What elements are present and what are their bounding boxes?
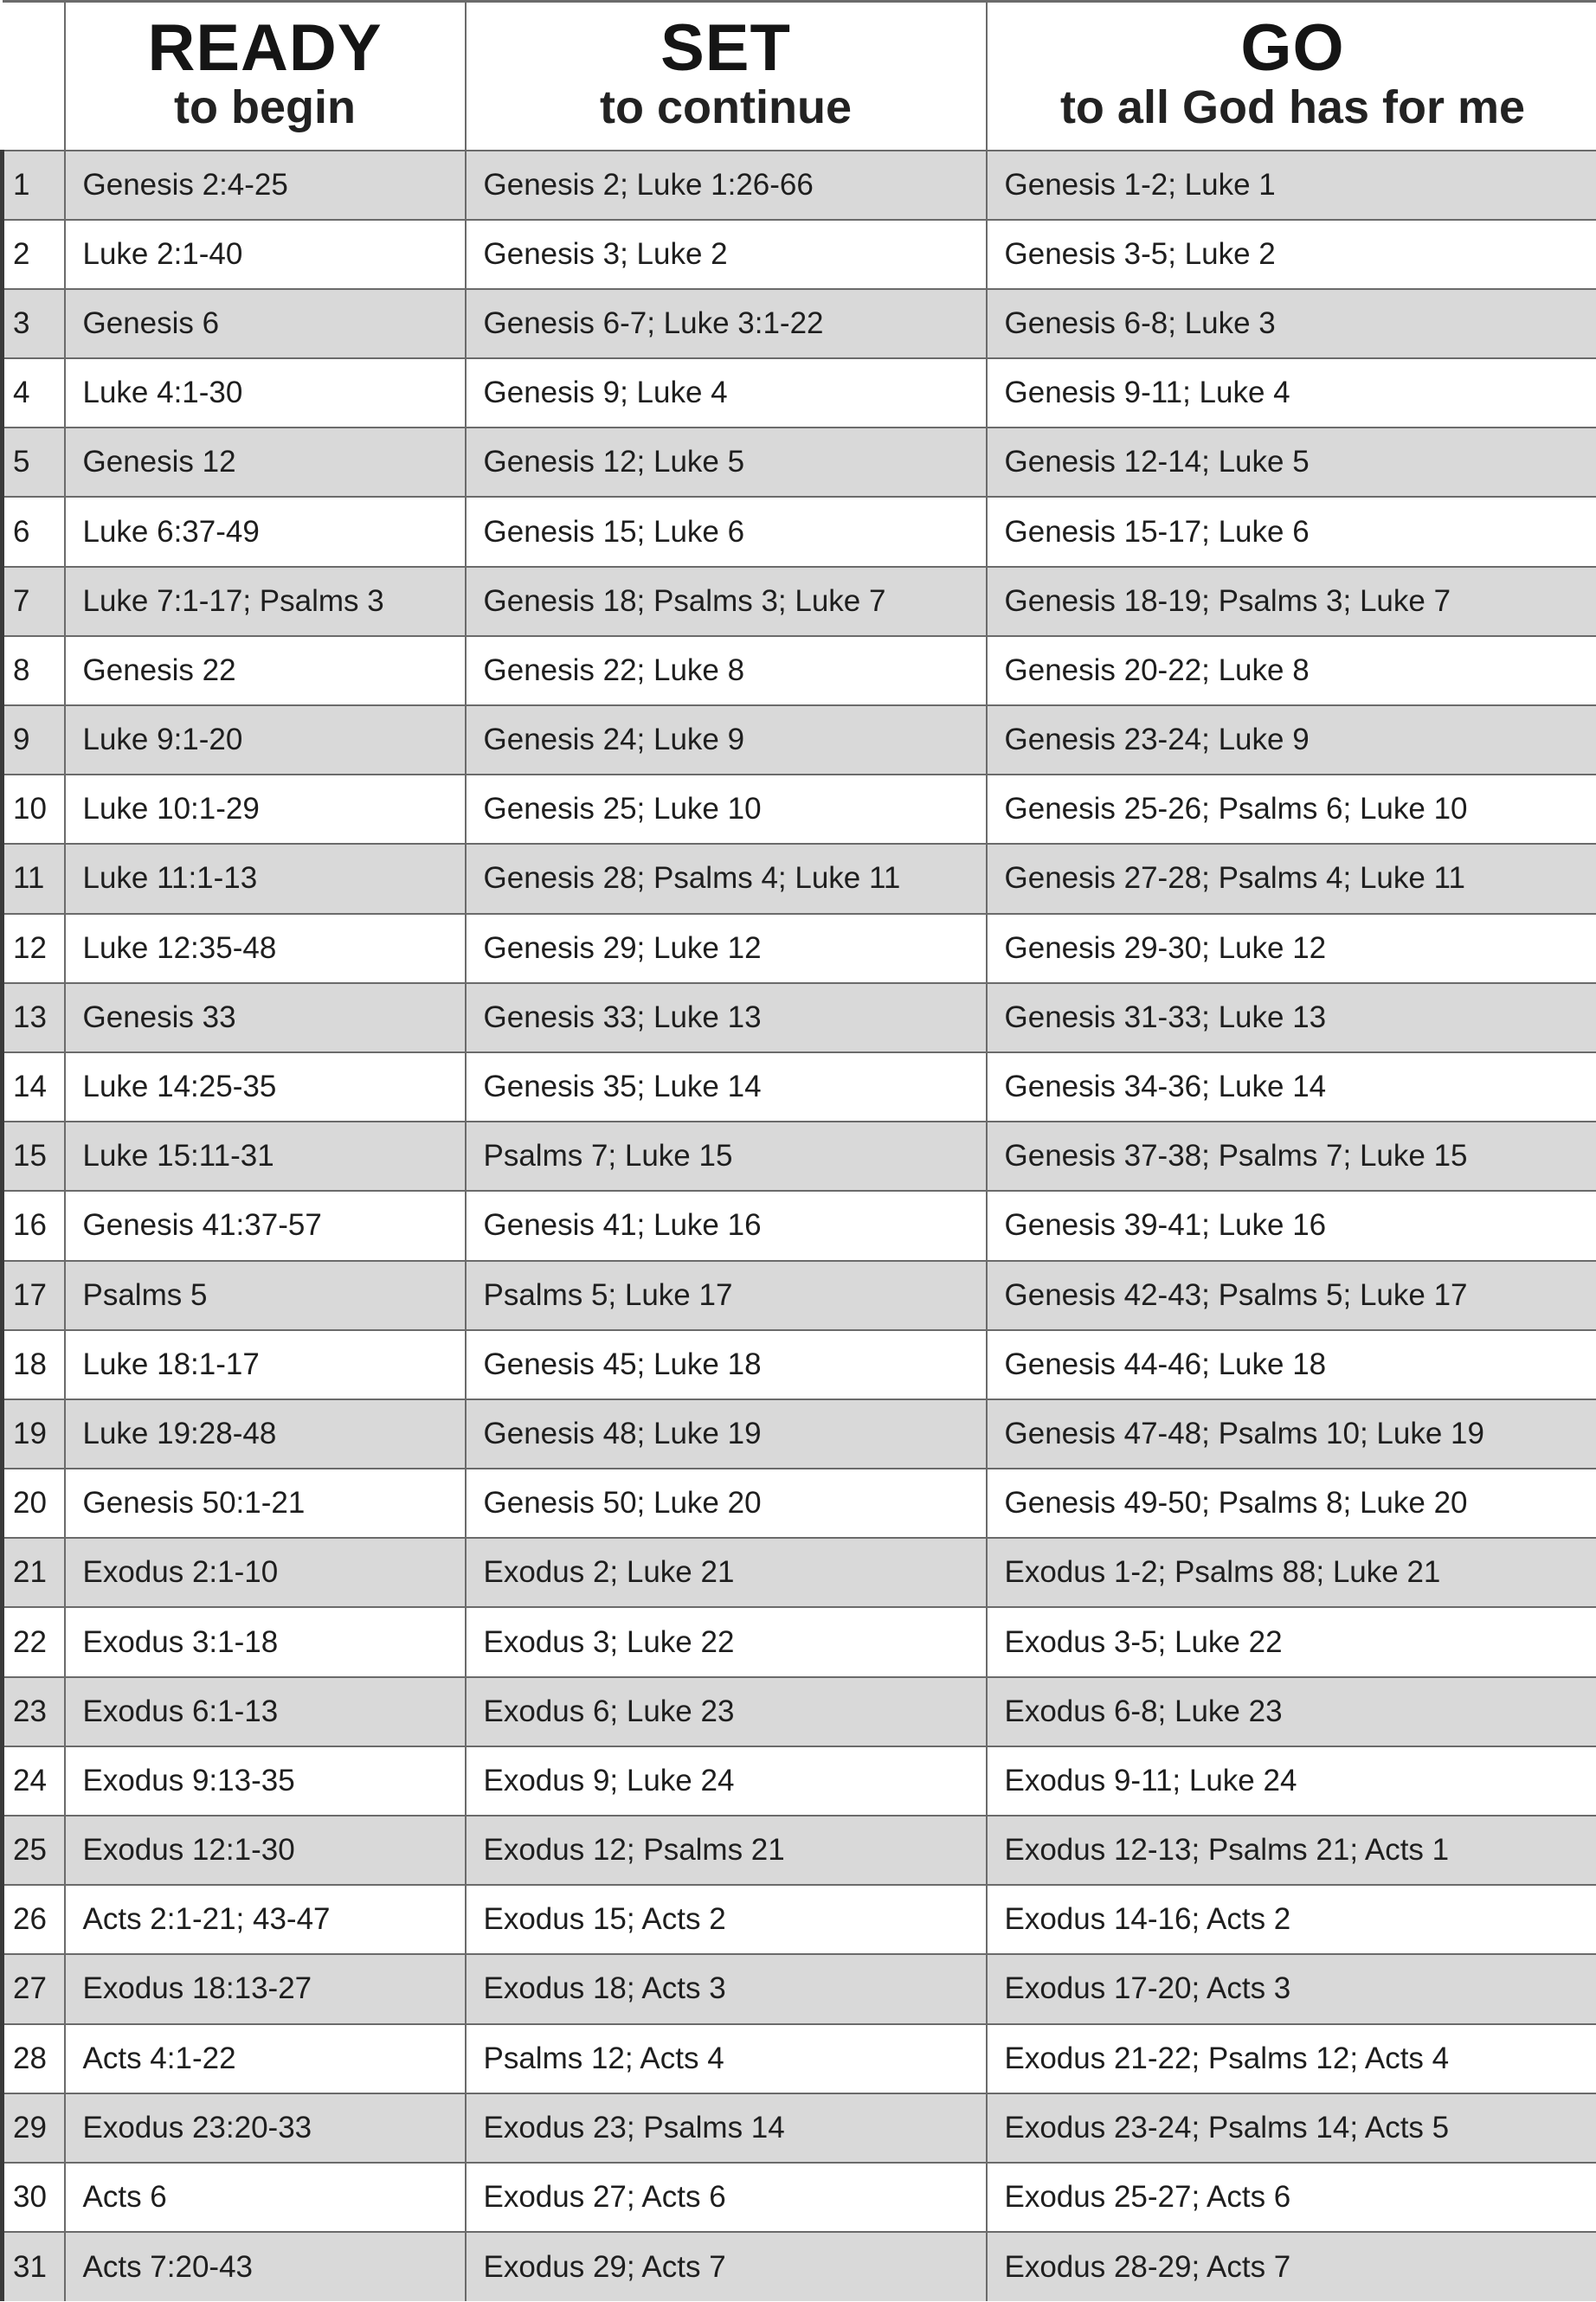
ready-reading-cell: Acts 2:1-21; 43-47 xyxy=(65,1885,466,1954)
table-header xyxy=(3,2,1596,151)
ready-reading-cell: Luke 14:25-35 xyxy=(65,1052,466,1122)
ready-reading-cell: Psalms 5 xyxy=(65,1261,466,1330)
set-reading-cell: Exodus 12; Psalms 21 xyxy=(466,1816,987,1885)
set-reading-cell: Genesis 9; Luke 4 xyxy=(466,358,987,428)
ready-column-header xyxy=(65,2,466,151)
go-reading-cell: Exodus 6-8; Luke 23 xyxy=(987,1677,1596,1746)
ready-reading-cell: Genesis 22 xyxy=(65,636,466,705)
ready-reading-cell: Genesis 50:1-21 xyxy=(65,1469,466,1538)
set-reading-cell: Genesis 28; Psalms 4; Luke 11 xyxy=(466,844,987,913)
table-row xyxy=(3,1607,1596,1676)
go-reading-cell: Genesis 12-14; Luke 5 xyxy=(987,428,1596,497)
set-reading-cell: Genesis 18; Psalms 3; Luke 7 xyxy=(466,567,987,636)
set-reading-cell: Genesis 33; Luke 13 xyxy=(466,983,987,1052)
set-reading-cell: Exodus 18; Acts 3 xyxy=(466,1954,987,2023)
go-reading-cell: Exodus 3-5; Luke 22 xyxy=(987,1607,1596,1676)
day-number-cell: 27 xyxy=(3,1954,65,2023)
day-number-cell: 23 xyxy=(3,1677,65,1746)
ready-reading-cell: Luke 18:1-17 xyxy=(65,1330,466,1399)
set-reading-cell: Exodus 9; Luke 24 xyxy=(466,1746,987,1816)
go-subtitle: to all God has for me xyxy=(1059,80,1526,133)
set-reading-cell: Genesis 24; Luke 9 xyxy=(466,705,987,775)
go-reading-cell: Genesis 27-28; Psalms 4; Luke 11 xyxy=(987,844,1596,913)
set-reading-cell: Genesis 41; Luke 16 xyxy=(466,1191,987,1260)
table-row xyxy=(3,497,1596,566)
set-reading-cell: Genesis 12; Luke 5 xyxy=(466,428,987,497)
day-number-cell: 29 xyxy=(3,2093,65,2163)
go-reading-cell: Genesis 25-26; Psalms 6; Luke 10 xyxy=(987,775,1596,844)
day-number-cell: 5 xyxy=(3,428,65,497)
ready-reading-cell: Luke 19:28-48 xyxy=(65,1399,466,1469)
table-row xyxy=(3,1191,1596,1260)
go-reading-cell: Genesis 1-2; Luke 1 xyxy=(987,151,1596,220)
table-row xyxy=(3,2093,1596,2163)
table-row xyxy=(3,1538,1596,1607)
ready-reading-cell: Genesis 6 xyxy=(65,289,466,358)
go-reading-cell: Genesis 15-17; Luke 6 xyxy=(987,497,1596,566)
go-reading-cell: Genesis 47-48; Psalms 10; Luke 19 xyxy=(987,1399,1596,1469)
set-column-header xyxy=(466,2,987,151)
set-reading-cell: Exodus 29; Acts 7 xyxy=(466,2232,987,2301)
ready-reading-cell: Luke 2:1-40 xyxy=(65,220,466,289)
set-reading-cell: Genesis 25; Luke 10 xyxy=(466,775,987,844)
table-row xyxy=(3,151,1596,220)
day-number-cell: 28 xyxy=(3,2024,65,2093)
ready-reading-cell: Exodus 6:1-13 xyxy=(65,1677,466,1746)
set-reading-cell: Exodus 27; Acts 6 xyxy=(466,2163,987,2232)
ready-reading-cell: Acts 4:1-22 xyxy=(65,2024,466,2093)
go-title: GO xyxy=(1240,10,1345,85)
day-number-cell: 13 xyxy=(3,983,65,1052)
day-number-cell: 25 xyxy=(3,1816,65,1885)
go-reading-cell: Exodus 1-2; Psalms 88; Luke 21 xyxy=(987,1538,1596,1607)
go-reading-cell: Genesis 18-19; Psalms 3; Luke 7 xyxy=(987,567,1596,636)
day-number-cell: 24 xyxy=(3,1746,65,1816)
header-row xyxy=(3,2,1596,151)
go-reading-cell: Genesis 6-8; Luke 3 xyxy=(987,289,1596,358)
go-reading-cell: Genesis 9-11; Luke 4 xyxy=(987,358,1596,428)
ready-reading-cell: Acts 7:20-43 xyxy=(65,2232,466,2301)
ready-subtitle: to begin xyxy=(174,80,356,133)
ready-reading-cell: Exodus 9:13-35 xyxy=(65,1746,466,1816)
table-row xyxy=(3,1746,1596,1816)
go-reading-cell: Genesis 34-36; Luke 14 xyxy=(987,1052,1596,1122)
ready-reading-cell: Luke 7:1-17; Psalms 3 xyxy=(65,567,466,636)
ready-reading-cell: Exodus 12:1-30 xyxy=(65,1816,466,1885)
go-reading-cell: Genesis 44-46; Luke 18 xyxy=(987,1330,1596,1399)
day-number-cell: 31 xyxy=(3,2232,65,2301)
set-reading-cell: Genesis 35; Luke 14 xyxy=(466,1052,987,1122)
set-reading-cell: Exodus 2; Luke 21 xyxy=(466,1538,987,1607)
go-reading-cell: Genesis 20-22; Luke 8 xyxy=(987,636,1596,705)
day-number-cell: 6 xyxy=(3,497,65,566)
day-number-cell: 16 xyxy=(3,1191,65,1260)
ready-reading-cell: Exodus 2:1-10 xyxy=(65,1538,466,1607)
go-reading-cell: Genesis 39-41; Luke 16 xyxy=(987,1191,1596,1260)
table-row xyxy=(3,1330,1596,1399)
set-reading-cell: Psalms 7; Luke 15 xyxy=(466,1122,987,1191)
go-reading-cell: Exodus 14-16; Acts 2 xyxy=(987,1885,1596,1954)
ready-reading-cell: Exodus 23:20-33 xyxy=(65,2093,466,2163)
go-reading-cell: Genesis 23-24; Luke 9 xyxy=(987,705,1596,775)
table-row xyxy=(3,2163,1596,2232)
set-reading-cell: Psalms 5; Luke 17 xyxy=(466,1261,987,1330)
day-number-cell: 15 xyxy=(3,1122,65,1191)
day-number-cell: 3 xyxy=(3,289,65,358)
set-reading-cell: Genesis 2; Luke 1:26-66 xyxy=(466,151,987,220)
table-row xyxy=(3,844,1596,913)
day-number-cell: 9 xyxy=(3,705,65,775)
go-reading-cell: Exodus 23-24; Psalms 14; Acts 5 xyxy=(987,2093,1596,2163)
ready-reading-cell: Luke 4:1-30 xyxy=(65,358,466,428)
table-row xyxy=(3,1677,1596,1746)
go-reading-cell: Exodus 25-27; Acts 6 xyxy=(987,2163,1596,2232)
day-number-cell: 17 xyxy=(3,1261,65,1330)
ready-reading-cell: Luke 9:1-20 xyxy=(65,705,466,775)
go-reading-cell: Genesis 3-5; Luke 2 xyxy=(987,220,1596,289)
table-row xyxy=(3,2024,1596,2093)
go-reading-cell: Exodus 21-22; Psalms 12; Acts 4 xyxy=(987,2024,1596,2093)
go-reading-cell: Genesis 37-38; Psalms 7; Luke 15 xyxy=(987,1122,1596,1191)
table-row xyxy=(3,1885,1596,1954)
set-reading-cell: Genesis 22; Luke 8 xyxy=(466,636,987,705)
set-reading-cell: Genesis 48; Luke 19 xyxy=(466,1399,987,1469)
table-row xyxy=(3,983,1596,1052)
table-row xyxy=(3,428,1596,497)
day-number-cell: 8 xyxy=(3,636,65,705)
table-row xyxy=(3,2232,1596,2301)
set-reading-cell: Exodus 6; Luke 23 xyxy=(466,1677,987,1746)
table-row xyxy=(3,1469,1596,1538)
table-row xyxy=(3,705,1596,775)
table-row xyxy=(3,1816,1596,1885)
day-number-cell: 7 xyxy=(3,567,65,636)
set-reading-cell: Genesis 15; Luke 6 xyxy=(466,497,987,566)
day-number-cell: 1 xyxy=(3,151,65,220)
table-row xyxy=(3,1261,1596,1330)
table-row xyxy=(3,636,1596,705)
day-number-cell: 18 xyxy=(3,1330,65,1399)
table-row xyxy=(3,358,1596,428)
table-row xyxy=(3,220,1596,289)
table-row xyxy=(3,289,1596,358)
set-reading-cell: Genesis 3; Luke 2 xyxy=(466,220,987,289)
ready-reading-cell: Luke 10:1-29 xyxy=(65,775,466,844)
ready-reading-cell: Exodus 3:1-18 xyxy=(65,1607,466,1676)
table-row xyxy=(3,1399,1596,1469)
ready-reading-cell: Genesis 41:37-57 xyxy=(65,1191,466,1260)
set-reading-cell: Genesis 29; Luke 12 xyxy=(466,914,987,983)
day-number-cell: 26 xyxy=(3,1885,65,1954)
day-number-cell: 21 xyxy=(3,1538,65,1607)
table-row xyxy=(3,775,1596,844)
day-number-cell: 4 xyxy=(3,358,65,428)
set-reading-cell: Exodus 3; Luke 22 xyxy=(466,1607,987,1676)
go-reading-cell: Genesis 29-30; Luke 12 xyxy=(987,914,1596,983)
day-number-cell: 14 xyxy=(3,1052,65,1122)
day-number-cell: 19 xyxy=(3,1399,65,1469)
set-reading-cell: Exodus 23; Psalms 14 xyxy=(466,2093,987,2163)
day-number-cell: 2 xyxy=(3,220,65,289)
day-number-cell: 10 xyxy=(3,775,65,844)
day-number-cell: 12 xyxy=(3,914,65,983)
table-row xyxy=(3,567,1596,636)
go-reading-cell: Exodus 9-11; Luke 24 xyxy=(987,1746,1596,1816)
ready-reading-cell: Luke 12:35-48 xyxy=(65,914,466,983)
set-reading-cell: Exodus 15; Acts 2 xyxy=(466,1885,987,1954)
ready-title: READY xyxy=(147,10,383,85)
set-title: SET xyxy=(660,10,791,85)
set-reading-cell: Psalms 12; Acts 4 xyxy=(466,2024,987,2093)
go-reading-cell: Genesis 31-33; Luke 13 xyxy=(987,983,1596,1052)
ready-reading-cell: Luke 6:37-49 xyxy=(65,497,466,566)
day-number-cell: 22 xyxy=(3,1607,65,1676)
go-column-header xyxy=(987,2,1596,151)
go-reading-cell: Exodus 17-20; Acts 3 xyxy=(987,1954,1596,2023)
go-reading-cell: Exodus 12-13; Psalms 21; Acts 1 xyxy=(987,1816,1596,1885)
ready-reading-cell: Luke 15:11-31 xyxy=(65,1122,466,1191)
set-reading-cell: Genesis 45; Luke 18 xyxy=(466,1330,987,1399)
table-row xyxy=(3,1052,1596,1122)
ready-reading-cell: Exodus 18:13-27 xyxy=(65,1954,466,2023)
day-number-cell: 30 xyxy=(3,2163,65,2232)
go-reading-cell: Genesis 49-50; Psalms 8; Luke 20 xyxy=(987,1469,1596,1538)
ready-reading-cell: Genesis 12 xyxy=(65,428,466,497)
set-subtitle: to continue xyxy=(600,80,852,133)
table-row xyxy=(3,1954,1596,2023)
set-reading-cell: Genesis 50; Luke 20 xyxy=(466,1469,987,1538)
table-body xyxy=(3,151,1596,2302)
ready-reading-cell: Genesis 2:4-25 xyxy=(65,151,466,220)
ready-reading-cell: Acts 6 xyxy=(65,2163,466,2232)
day-number-cell: 20 xyxy=(3,1469,65,1538)
ready-reading-cell: Luke 11:1-13 xyxy=(65,844,466,913)
go-reading-cell: Genesis 42-43; Psalms 5; Luke 17 xyxy=(987,1261,1596,1330)
table-row xyxy=(3,914,1596,983)
ready-reading-cell: Genesis 33 xyxy=(65,983,466,1052)
day-column-header xyxy=(3,2,65,151)
set-reading-cell: Genesis 6-7; Luke 3:1-22 xyxy=(466,289,987,358)
table-row xyxy=(3,1122,1596,1191)
day-number-cell: 11 xyxy=(3,844,65,913)
go-reading-cell: Exodus 28-29; Acts 7 xyxy=(987,2232,1596,2301)
